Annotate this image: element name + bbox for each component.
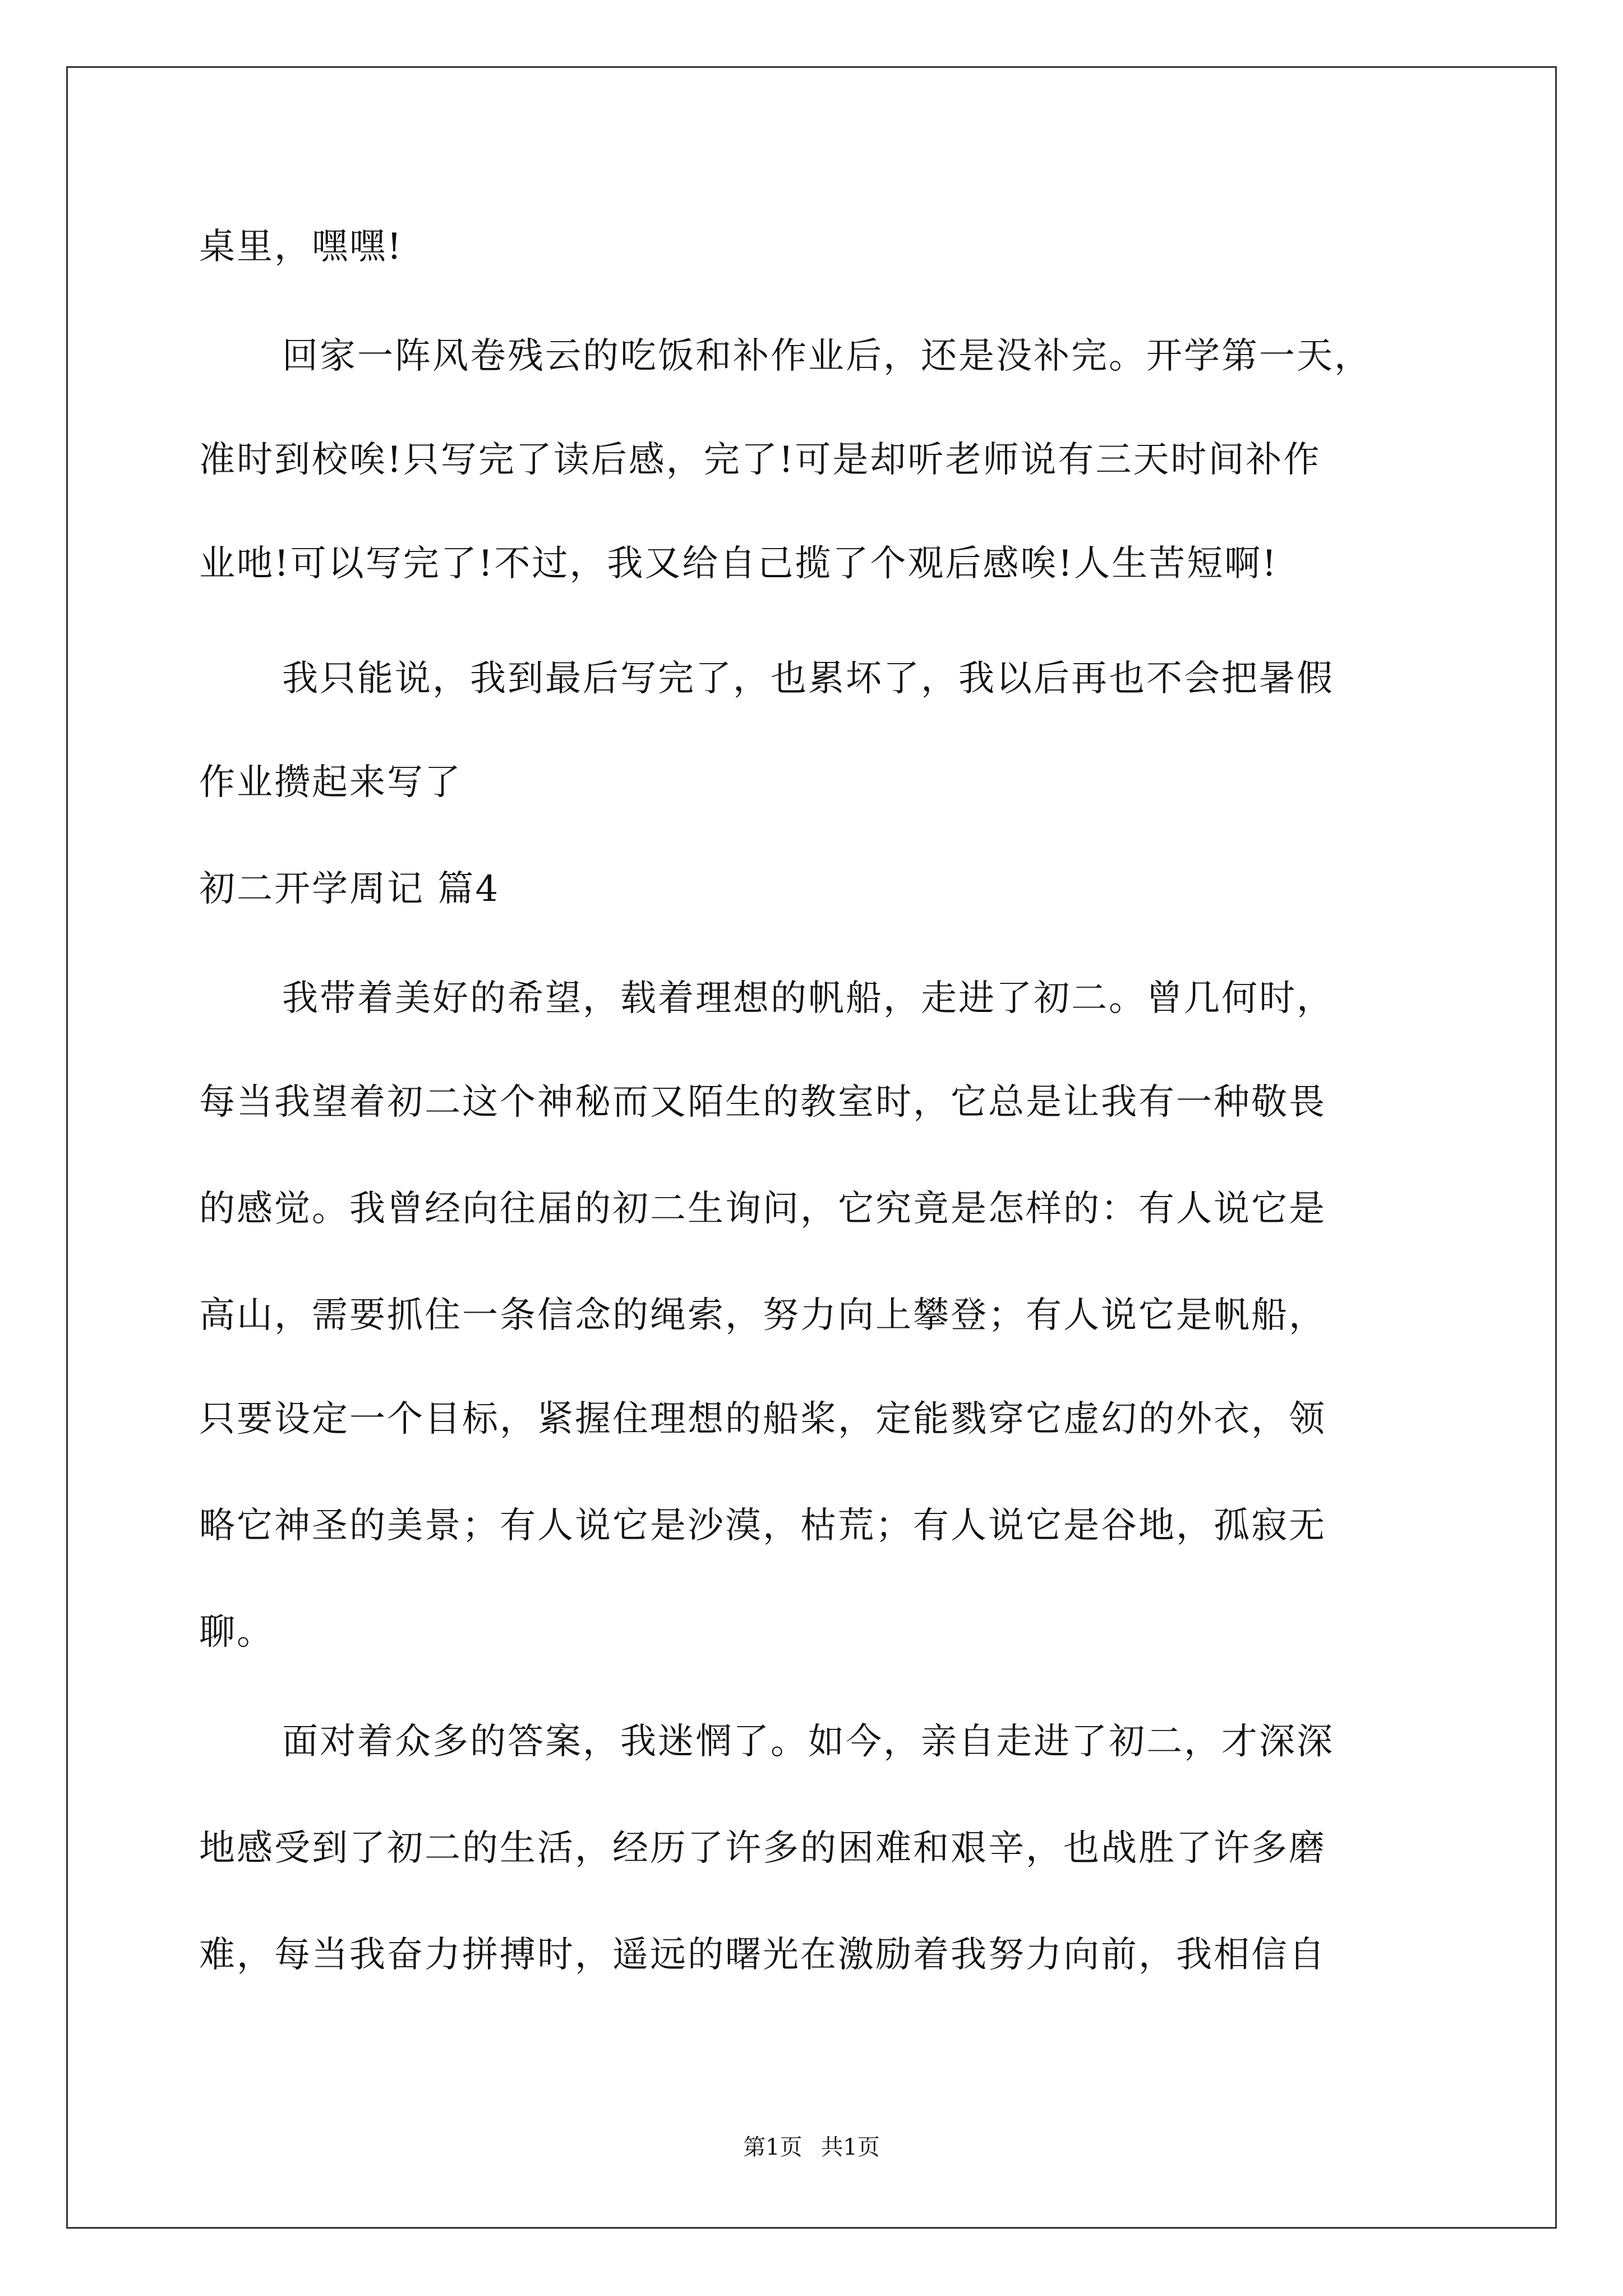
text-line: 桌里，嘿嘿! [199, 226, 403, 268]
paragraph-first-line: 回家一阵风卷残云的吃饭和补作业后，还是没补完。开学第一天， [282, 335, 1372, 377]
text-line: 每当我望着初二这个神秘而又陌生的教室时，它总是让我有一种敬畏 [199, 1082, 1326, 1123]
paragraph-first-line: 面对着众多的答案，我迷惘了。如今，亲自走进了初二，才深深 [282, 1721, 1334, 1763]
section-heading: 初二开学周记 篇4 [199, 868, 500, 910]
paragraph-first-line: 我只能说，我到最后写完了，也累坏了，我以后再也不会把暑假 [282, 658, 1334, 700]
page-count: 共1页 [820, 2134, 880, 2160]
text-line: 的感觉。我曾经向往届的初二生询问，它究竟是怎样的：有人说它是 [199, 1188, 1326, 1230]
text-line: 只要设定一个目标，紧握住理想的船桨，定能戮穿它虚幻的外衣，领 [199, 1398, 1326, 1440]
text-line: 业吔!可以写完了!不过，我又给自己揽了个观后感唉!人生苦短啊! [199, 543, 1278, 585]
text-line: 略它神圣的美景；有人说它是沙漠，枯荒；有人说它是谷地，孤寂无 [199, 1505, 1326, 1547]
text-line: 难，每当我奋力拼搏时，遥远的曙光在激励着我努力向前，我相信自 [199, 1934, 1326, 1976]
paragraph-first-line: 我带着美好的希望，载着理想的帆船，走进了初二。曾几何时， [282, 978, 1334, 1019]
page-footer [0, 2131, 1623, 2164]
page-border [66, 66, 1557, 2229]
text-line: 准时到校唉!只写完了读后感，完了!可是却听老师说有三天时间补作 [199, 439, 1321, 481]
text-line: 作业攒起来写了 [199, 762, 462, 803]
page-number: 第1页 [743, 2134, 803, 2160]
text-line: 地感受到了初二的生活，经历了许多的困难和艰辛，也战胜了许多磨 [199, 1828, 1326, 1869]
text-line: 高山，需要抓住一条信念的绳索，努力向上攀登；有人说它是帆船， [199, 1295, 1326, 1336]
text-line: 聊。 [199, 1612, 274, 1653]
